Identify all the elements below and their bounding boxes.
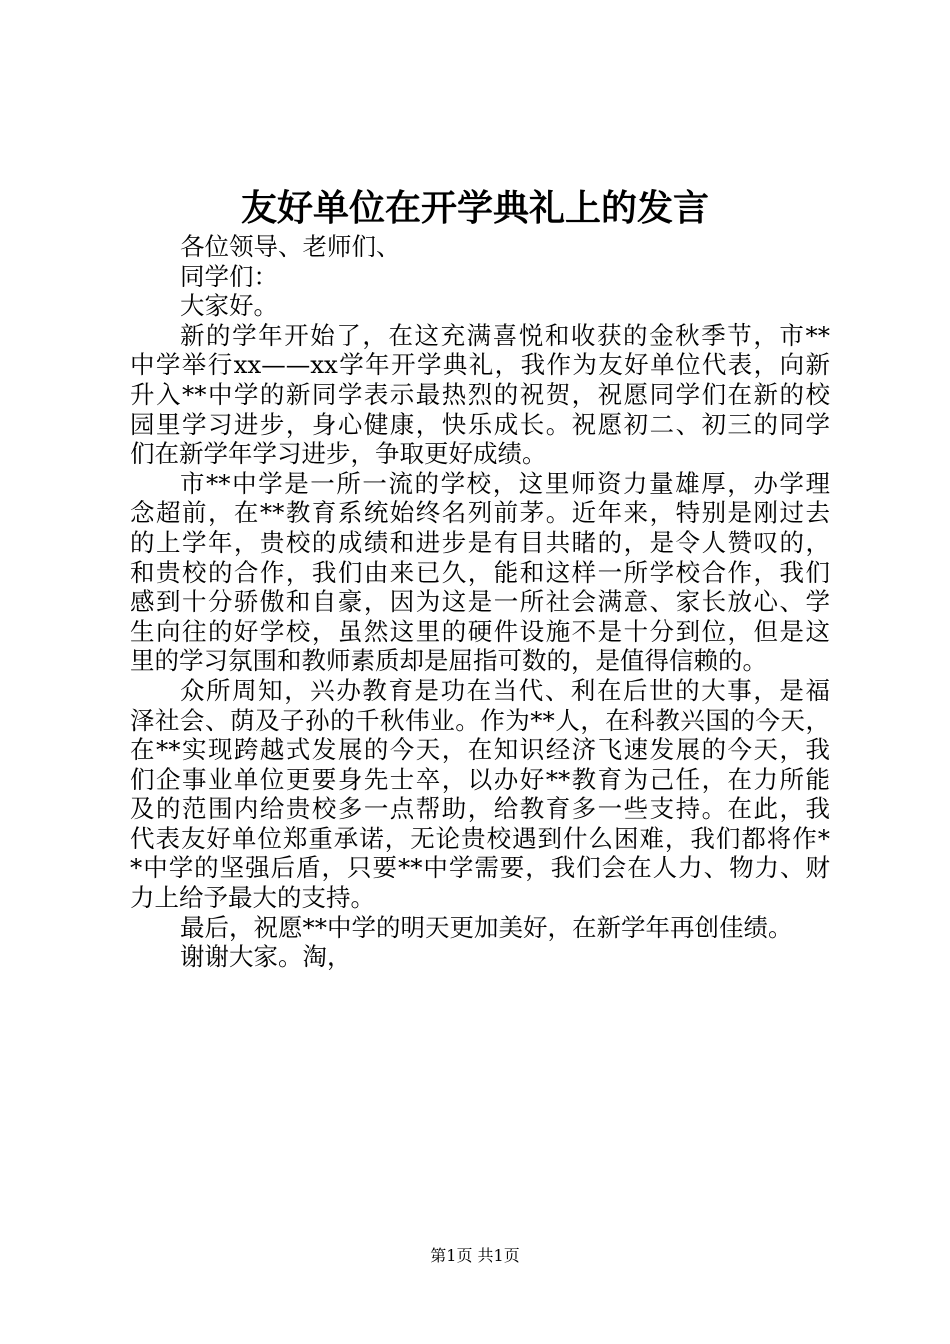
body-line: 新的学年开始了，在这充满喜悦和收获的金秋季节，市** — [180, 320, 830, 350]
document-body — [130, 232, 830, 972]
body-line: 最后，祝愿**中学的明天更加美好，在新学年再创佳绩。 — [180, 912, 793, 942]
body-line: 生向往的好学校，虽然这里的硬件设施不是十分到位，但是这 — [130, 616, 830, 646]
page-title: 友好单位在开学典礼上的发言 — [240, 187, 709, 229]
page-footer: 第1页 共1页 — [430, 1246, 520, 1265]
body-line: 念超前，在**教育系统始终名列前茅。近年来，特别是刚过去 — [130, 498, 830, 528]
body-line: 大家好。 — [180, 291, 278, 321]
body-line: 升入**中学的新同学表示最热烈的祝贺，祝愿同学们在新的校 — [130, 379, 830, 409]
body-line: *中学的坚强后盾，只要**中学需要，我们会在人力、物力、财 — [130, 853, 830, 883]
body-line: 们企事业单位更要身先士卒，以办好**教育为己任，在力所能 — [130, 764, 830, 794]
body-line: 在**实现跨越式发展的今天，在知识经济飞速发展的今天，我 — [130, 735, 830, 765]
body-line: 们在新学年学习进步，争取更好成绩。 — [130, 439, 547, 469]
body-line: 力上给予最大的支持。 — [130, 883, 375, 913]
body-line: 谢谢大家。淘， — [180, 942, 352, 972]
body-line: 泽社会、荫及子孙的千秋伟业。作为**人，在科教兴国的今天， — [130, 705, 830, 735]
body-line: 市**中学是一所一流的学校，这里师资力量雄厚，办学理 — [180, 468, 830, 498]
body-line: 园里学习进步，身心健康，快乐成长。祝愿初二、初三的同学 — [130, 409, 830, 439]
body-line: 里的学习氛围和教师素质却是屈指可数的，是值得信赖的。 — [130, 646, 767, 676]
body-line: 同学们： — [180, 261, 278, 291]
body-line: 中学举行xx——xx学年开学典礼，我作为友好单位代表，向新 — [130, 350, 830, 380]
body-line: 众所周知，兴办教育是功在当代、利在后世的大事，是福 — [180, 675, 830, 705]
body-line: 及的范围内给贵校多一点帮助，给教育多一些支持。在此，我 — [130, 794, 830, 824]
body-line: 代表友好单位郑重承诺，无论贵校遇到什么困难，我们都将作* — [130, 823, 830, 853]
body-line: 的上学年，贵校的成绩和进步是有目共睹的，是令人赞叹的， — [130, 527, 830, 557]
body-line: 和贵校的合作，我们由来已久，能和这样一所学校合作，我们 — [130, 557, 830, 587]
body-line: 各位领导、老师们、 — [180, 232, 401, 261]
body-line: 感到十分骄傲和自豪，因为这是一所社会满意、家长放心、学 — [130, 587, 830, 617]
